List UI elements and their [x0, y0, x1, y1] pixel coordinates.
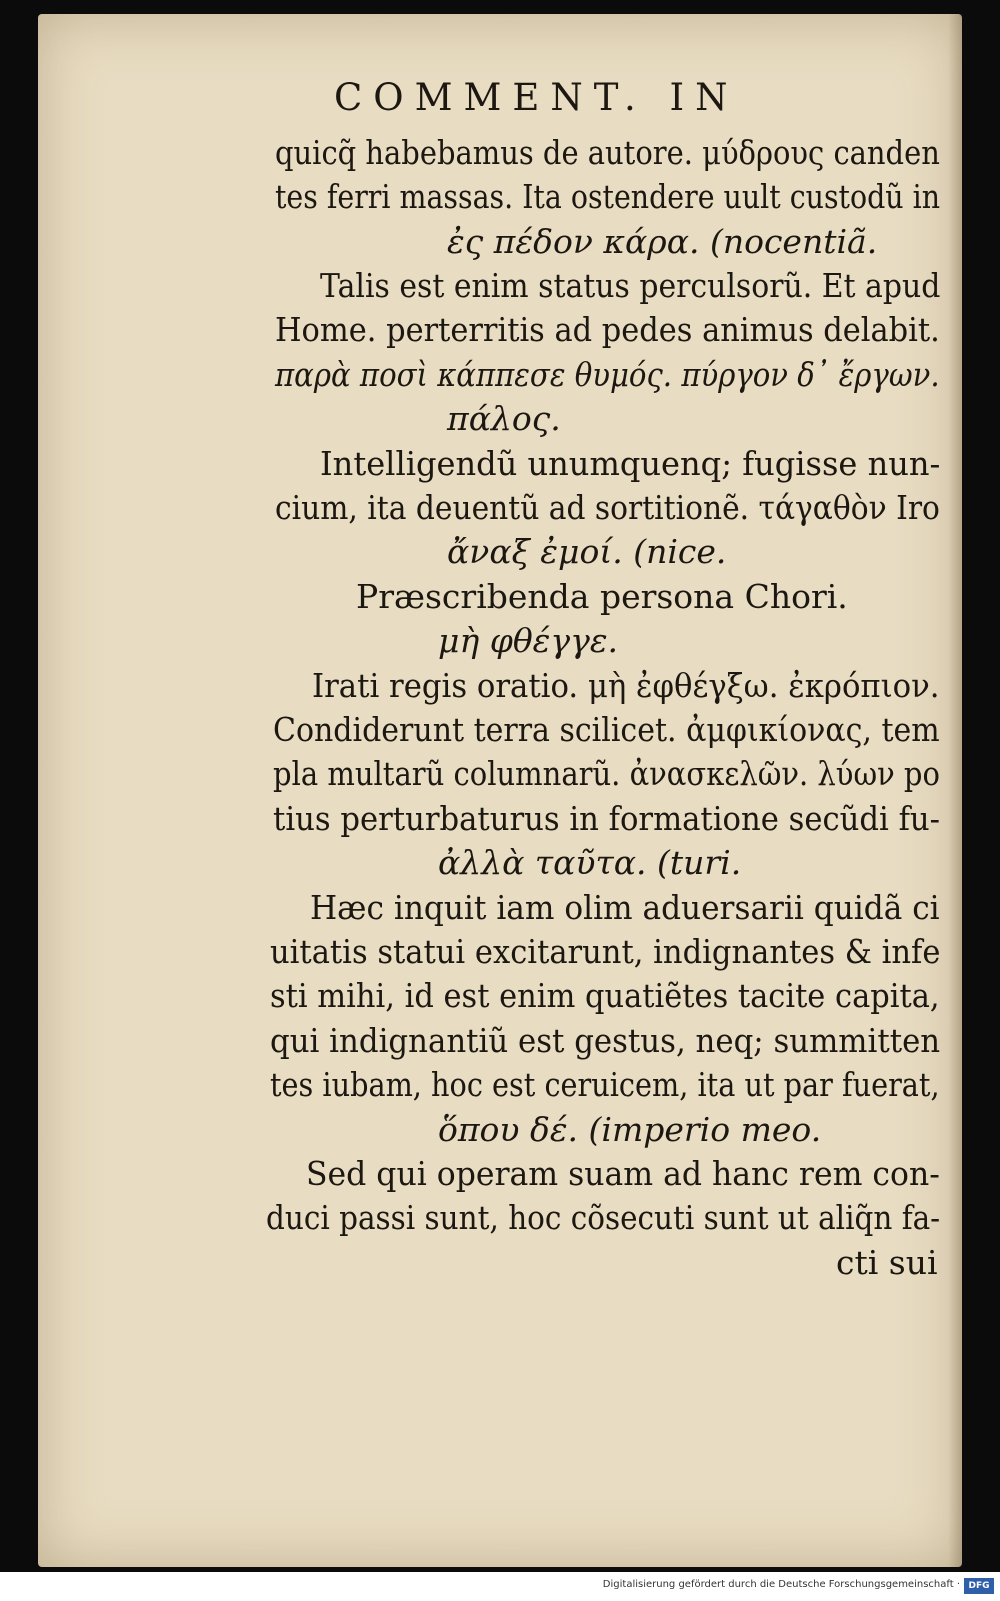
- text-line-12: μὴ φθέγγε.: [438, 621, 619, 660]
- page-edge-shadow: [948, 14, 962, 1567]
- text-line-13: Irati regis oratio. μὴ ἐφθέγξω. ἐκρόπιον.: [312, 666, 940, 705]
- text-line-6: παρὰ ποσὶ κάππεσε θυμός. πύργον δ᾽ ἔργων.: [275, 355, 940, 394]
- text-line-24: Sed qui operam suam ad hanc rem con-: [306, 1154, 940, 1193]
- text-line-10: ἄναξ ἐμοί. (nice.: [447, 532, 727, 571]
- footer-credit: Digitalisierung gefördert durch die Deutsche Forschungsgemeinschaft ·: [602, 1579, 960, 1590]
- text-line-20: sti mihi, id est enim quatiẽtes tacite capita,: [270, 976, 940, 1015]
- text-line-5: Home. perterritis ad pedes animus delabit.: [275, 310, 940, 349]
- text-line-26: cti sui: [836, 1243, 938, 1282]
- text-line-18: Hæc inquit iam olim aduersarii quidã ci: [310, 888, 940, 927]
- text-line-7: πάλος.: [447, 399, 561, 438]
- text-line-19: uitatis statui excitarunt, indignantes & infe: [270, 932, 941, 971]
- text-line-11: Præscribenda persona Chori.: [356, 577, 848, 616]
- text-line-9: cium, ita deuentũ ad sortitionẽ. τάγαθὸν Iro: [275, 488, 940, 527]
- text-line-14: Condiderunt terra scilicet. ἀμφικίονας, tem: [273, 710, 940, 749]
- running-head: COMMENT. IN: [334, 76, 739, 119]
- footer-bar: [0, 1572, 1000, 1601]
- text-line-15: pla multarũ columnarũ. ἀνασκελῶν. λύων po: [273, 754, 940, 793]
- text-line-23: ὅπου δέ. (imperio meo.: [438, 1110, 822, 1149]
- text-line-22: tes iubam, hoc est ceruicem, ita ut par fuerat,: [270, 1065, 940, 1104]
- text-line-16: tius perturbaturus in formatione secũdi fu-: [273, 799, 941, 838]
- text-line-21: qui indignantiũ est gestus, neq; summitten: [270, 1021, 941, 1060]
- text-line-17: ἀλλὰ ταῦτα. (turi.: [438, 843, 742, 882]
- text-line-8: Intelligendũ unumquenq; fugisse nun-: [320, 444, 941, 483]
- text-line-1: quicq̃ habebamus de autore. μύδρους canden: [275, 133, 940, 172]
- text-line-2: tes ferri massas. Ita ostendere uult custodũ in: [275, 177, 941, 216]
- text-line-25: duci passi sunt, hoc cõsecuti sunt ut aliq̃n fa-: [266, 1198, 941, 1237]
- text-line-4: Talis est enim status perculsorũ. Et apud: [320, 266, 941, 305]
- text-line-3: ἐς πέδον κάρα. (nocentiã.: [447, 222, 878, 261]
- dfg-logo: DFG: [964, 1578, 994, 1594]
